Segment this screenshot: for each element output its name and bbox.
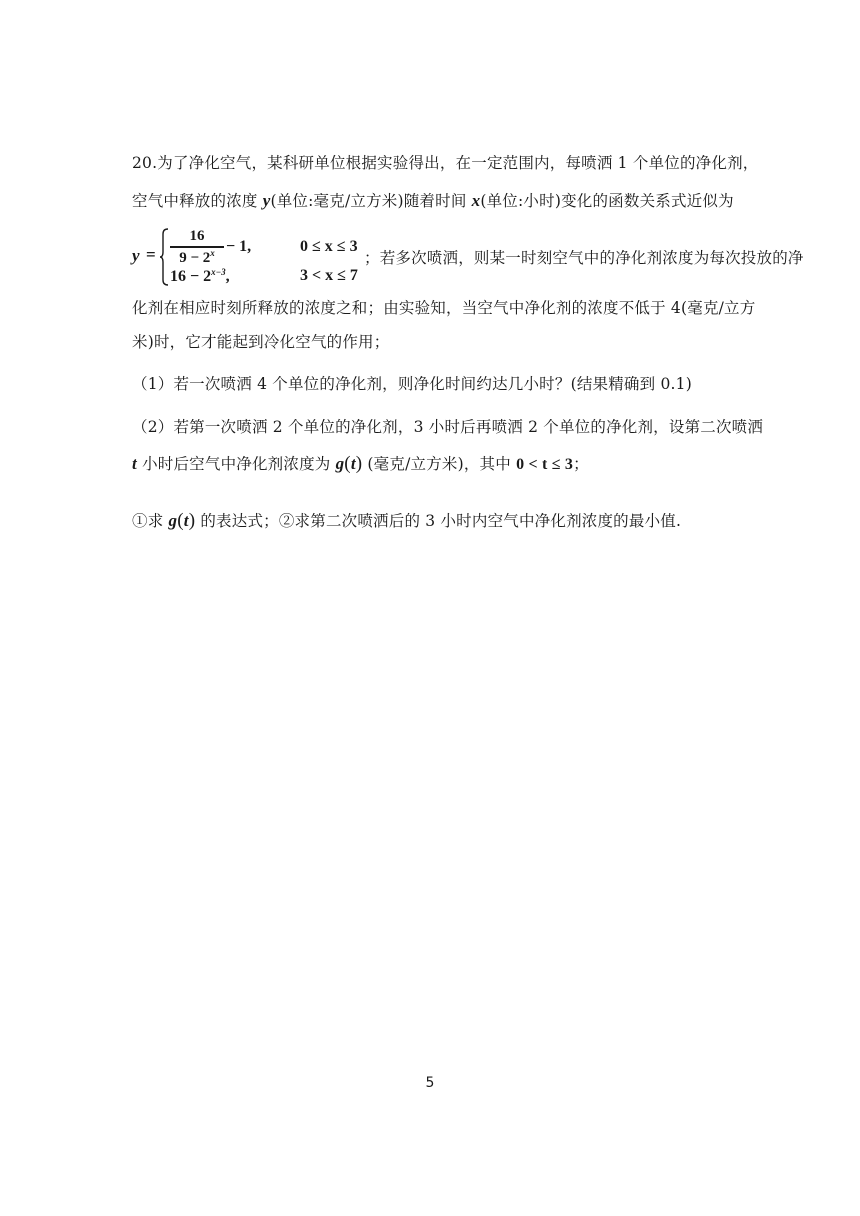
condition-2: 3 < x ≤ 7 xyxy=(300,267,358,284)
piecewise-function xyxy=(132,228,804,288)
exponent-x: x xyxy=(210,248,215,258)
formula-equals: = xyxy=(146,245,156,264)
condition-1: 0 ≤ x ≤ 3 xyxy=(300,238,358,255)
problem-line-4: 化剂在相应时刻所释放的浓度之和；由实验知，当空气中净化剂的浓度不低于 4(毫克/立方 xyxy=(132,299,756,317)
formula-tail-text: ；若多次喷洒，则某一时刻空气中的净化剂浓度为每次投放的净 xyxy=(364,249,804,267)
line2-text-a: 空气中释放的浓度 xyxy=(132,192,263,210)
sub-questions: ①求 g(t) 的表达式；②求第二次喷洒后的 3 小时内空气中净化剂浓度的最小值. xyxy=(132,510,682,531)
formula-row-2: $16 - 2^{x-3}$, xyxy=(170,267,230,285)
question-1: （1）若一次喷洒 4 个单位的净化剂，则净化时间约达几小时？(结果精确到 0.1) xyxy=(132,375,692,393)
function-g-ref: g xyxy=(168,511,178,530)
question-2-line-1: （2）若第一次喷洒 2 个单位的净化剂，3 小时后再喷洒 2 个单位的净化剂，设第二次喷洒 xyxy=(132,418,764,436)
page-number: 5 xyxy=(425,1075,435,1091)
exponent-x-minus-3: x−3 xyxy=(211,267,226,277)
line2-text-b: (单位:毫克/立方米)随着时间 xyxy=(270,192,472,210)
variable-t: t xyxy=(132,454,137,473)
left-brace-icon xyxy=(160,228,169,286)
range-t: 0 < t ≤ 3 xyxy=(516,456,574,473)
formula-lhs: y xyxy=(132,246,140,265)
variable-y: y xyxy=(262,191,271,210)
problem-line-5: 米)时，它才能起到冷化空气的作用； xyxy=(132,333,390,351)
function-g: g xyxy=(335,454,345,473)
problem-line-2 xyxy=(132,190,734,212)
fraction xyxy=(170,228,224,264)
fraction-numerator: 16 xyxy=(189,228,205,244)
line2-text-c: (单位:小时)变化的函数关系式近似为 xyxy=(480,192,734,210)
fraction-denominator: $9 - 2^x$ xyxy=(179,248,215,266)
question-2-line-2: t 小时后空气中净化剂浓度为 g(t) (毫克/立方米)，其中 0 < t ≤ 3； xyxy=(132,453,589,474)
variable-x: x xyxy=(471,191,481,210)
formula-minus-one: − 1, xyxy=(226,238,252,255)
problem-line-1: 20.为了净化空气，某科研单位根据实验得出，在一定范围内，每喷洒 1 个单位的净化剂， xyxy=(132,154,759,172)
